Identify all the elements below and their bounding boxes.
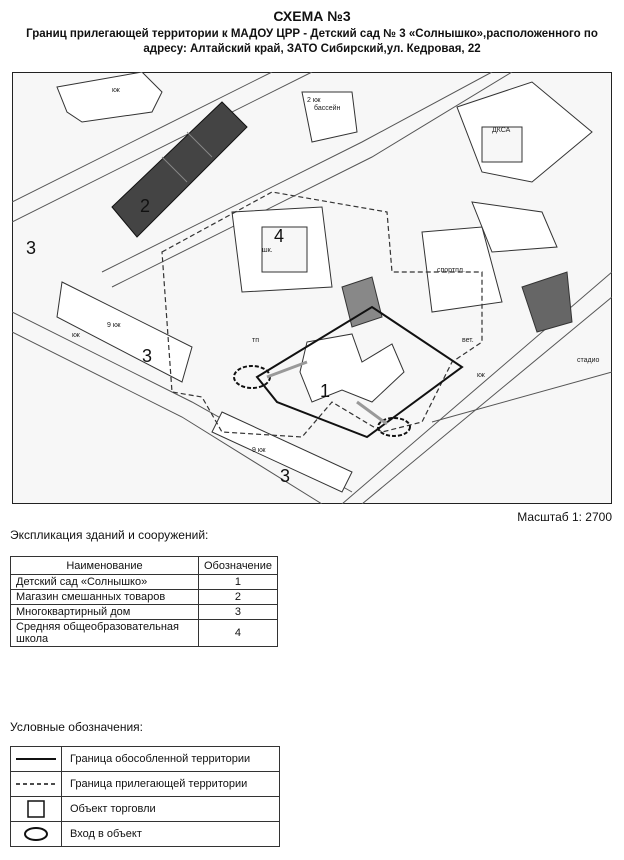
- marker-3b: 3: [142, 346, 153, 366]
- legend-box: [10, 746, 280, 847]
- label-vet: вет.: [462, 337, 474, 344]
- label-9kzh-a: 9 кж: [107, 322, 121, 329]
- label-9kzh-b: 9 кж: [252, 447, 266, 454]
- table-row: Средняя общеобразовательная школа 4: [11, 620, 278, 647]
- marker-4: 4: [274, 226, 285, 246]
- marker-3a: 3: [26, 238, 37, 258]
- scale-text: Масштаб 1: 2700: [517, 510, 612, 524]
- explication-heading: Экспликация зданий и сооружений:: [10, 528, 209, 542]
- ellipse-icon: [23, 826, 49, 842]
- table-row: Многоквартирный дом 3: [11, 605, 278, 620]
- marker-3c: 3: [280, 466, 291, 486]
- table-row: Детский сад «Солнышко» 1: [11, 575, 278, 590]
- table-row: Магазин смешанных товаров 2: [11, 590, 278, 605]
- page-title: СХЕМА №3: [273, 8, 351, 24]
- label-stadion: стадио: [577, 357, 600, 364]
- label-kzh-1: кж: [72, 332, 80, 339]
- explication-table: [10, 556, 278, 647]
- marker-2: 2: [140, 196, 151, 216]
- column-header: Наименование: [11, 557, 199, 575]
- label-dksa: ДКСА: [492, 127, 511, 134]
- square-icon: [27, 800, 45, 818]
- legend-item: Вход в объект: [11, 822, 279, 846]
- dashed-line-icon: [16, 781, 56, 787]
- label-basseyn: бассейн: [314, 105, 341, 112]
- solid-line-icon: [16, 756, 56, 762]
- column-header: Обозначение: [198, 557, 277, 575]
- site-plan-map: [12, 72, 612, 504]
- label-sportpl: спортпл.: [437, 267, 465, 274]
- label-2kzh: 2 кж: [307, 97, 321, 104]
- marker-1: 1: [320, 381, 331, 401]
- page-subtitle: Границ прилегающей территории к МАДОУ ЦРР - Детский сад № 3 «Солнышко»,расположенного по адресу: Алтайский край, ЗАТО Сибирский,ул. Кедровая, 22: [26, 28, 598, 55]
- legend-heading: Условные обозначения:: [10, 720, 143, 734]
- legend-item: Граница прилегающей территории: [11, 772, 279, 797]
- label-shk: шк.: [262, 247, 273, 254]
- legend-item: Граница обособленной территории: [11, 747, 279, 772]
- label-tp: тп: [252, 337, 259, 344]
- label-kzh-2: кж: [477, 372, 485, 379]
- label-kzh-3: кж: [112, 87, 120, 94]
- legend-item: Объект торговли: [11, 797, 279, 822]
